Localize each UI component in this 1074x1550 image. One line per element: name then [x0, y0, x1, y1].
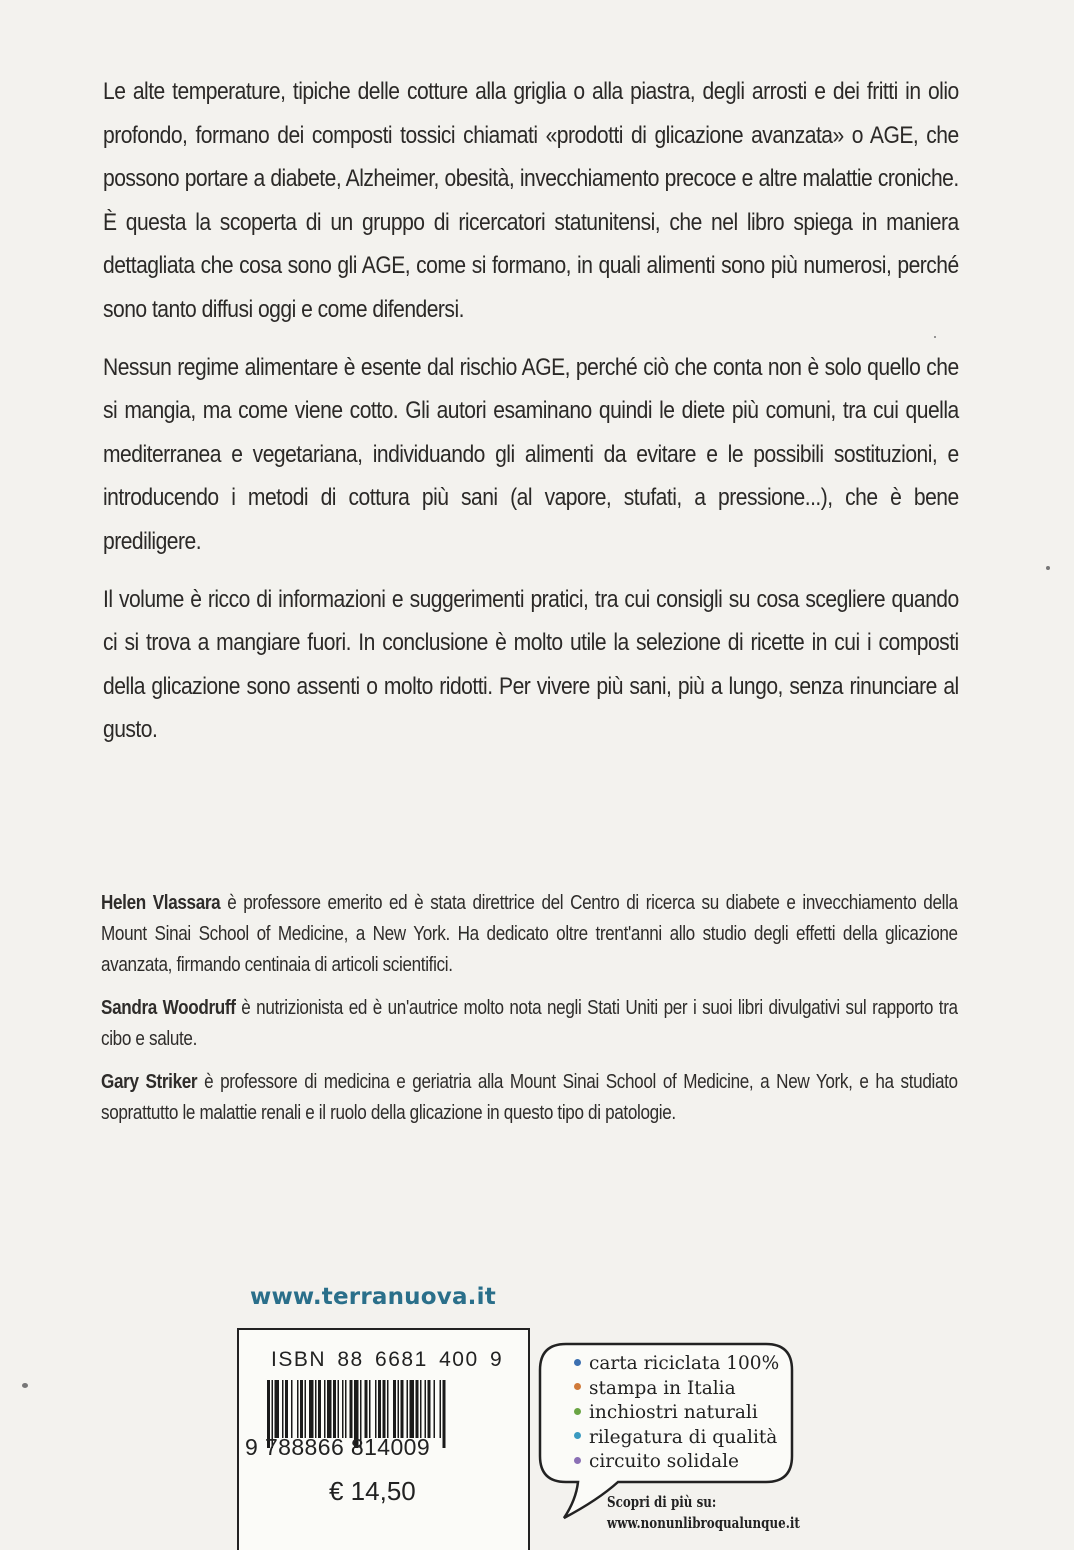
barcode-bar [309, 1380, 314, 1438]
barcode-bar [333, 1380, 336, 1438]
barcode-bar [300, 1380, 303, 1438]
eco-feature-item: circuito solidale [574, 1450, 779, 1475]
eco-feature-item: stampa in Italia [574, 1377, 779, 1402]
author-bio-text: è nutrizionista ed è un'autrice molto nota negli Stati Uniti per i suoi libri divulgativi sul rapporto tra cibo e salute. [101, 997, 958, 1050]
publisher-website-link[interactable]: www.terranuova.it [250, 1284, 496, 1310]
author-bios [101, 888, 958, 1141]
barcode-bar [375, 1380, 377, 1438]
barcode-digits: 9 788866 814009 [245, 1434, 431, 1460]
barcode-bar [345, 1380, 347, 1438]
barcode-bar [282, 1380, 284, 1438]
bullet-dot-icon [574, 1432, 581, 1439]
author-name: Gary Striker [101, 1071, 198, 1093]
barcode-bar [318, 1380, 321, 1438]
author-bio-text: è professore di medicina e geriatria alla Mount Sinai School of Medicine, a New York, e ha studiato soprattutto le malattie renali e il ruolo della glicazione in questo tipo di patologie. [101, 1071, 958, 1124]
eco-feature-item: inchiostri naturali [574, 1401, 779, 1426]
barcode-bar [420, 1380, 422, 1438]
barcode-bar [365, 1380, 368, 1438]
barcode-bar [416, 1380, 419, 1438]
discover-more [607, 1492, 800, 1534]
bullet-dot-icon [574, 1383, 581, 1390]
barcode-bar [285, 1380, 288, 1438]
barcode-bar [393, 1380, 396, 1438]
barcode-bar [401, 1380, 404, 1438]
scan-speck [22, 1383, 28, 1388]
barcode-bar [324, 1380, 326, 1438]
scan-speck [934, 336, 936, 338]
discover-label: Scopri di più su: [607, 1494, 717, 1511]
barcode-bar [327, 1380, 332, 1438]
barcode-bar [425, 1380, 427, 1438]
barcode-bar [297, 1380, 299, 1438]
barcode-bar [291, 1380, 293, 1438]
barcode-bar [410, 1380, 415, 1438]
author-bio [101, 1067, 958, 1129]
barcode-bar [275, 1380, 280, 1438]
barcode-box [237, 1328, 530, 1550]
author-bio [101, 888, 958, 981]
barcode-bar [369, 1380, 371, 1438]
barcode-bar [305, 1380, 307, 1438]
isbn-label: ISBN 88 6681 400 9 [271, 1348, 504, 1371]
barcode-bar [350, 1380, 353, 1438]
eco-features-list [574, 1352, 779, 1475]
barcode-bar [378, 1380, 381, 1438]
discover-url-link[interactable]: www.nonunlibroqualunque.it [607, 1515, 800, 1532]
scan-speck [1046, 566, 1050, 570]
blurb-paragraph-3: Il volume è ricco di informazioni e suggerimenti pratici, tra cui consigli su cosa scegliere quando ci si trova a mangiare fuori. In conclusione è molto utile la selezione di ricette in cui i composti della glicazione sono assenti o molto ridotti. Per vivere più sani, più a lungo, senza rinunciare al gusto. [103, 585, 959, 744]
back-cover-blurb [103, 70, 959, 766]
barcode-bar [428, 1380, 431, 1438]
bullet-dot-icon [574, 1457, 581, 1464]
price-label: € 14,50 [329, 1476, 416, 1506]
barcode-bar [383, 1380, 386, 1438]
author-bio [101, 993, 958, 1055]
barcode-bar [434, 1380, 436, 1438]
author-name: Helen Vlassara [101, 892, 221, 914]
barcode-bar [387, 1380, 389, 1438]
bullet-dot-icon [574, 1359, 581, 1366]
author-bio-text: è professore emerito ed è stata direttrice del Centro di ricerca su diabete e invecchiamento della Mount Sinai School of Medicine, a New York. Ha dedicato oltre trent'anni allo studio degli effetti della glicazione avanzata, firmando centinaia di articoli scientifici. [101, 892, 958, 976]
bullet-dot-icon [574, 1408, 581, 1415]
barcode-bar [443, 1380, 446, 1448]
barcode-bar [407, 1380, 409, 1438]
barcode-bar [315, 1380, 317, 1438]
author-name: Sandra Woodruff [101, 997, 236, 1019]
barcode-bar [338, 1380, 340, 1438]
barcode-bar [398, 1380, 400, 1438]
blurb-paragraph-1: Le alte temperature, tipiche delle cotture alla griglia o alla piastra, degli arrosti e dei fritti in olio profondo, formano dei composti tossici chiamati «prodotti di glicazione avanzata» o AGE, che possono portare a diabete, Alzheimer, obesità, invecchiamento precoce e altre malattie croniche. È questa la scoperta di un gruppo di ricercatori statunitensi, che nel libro spiega in maniera dettagliata che cosa sono gli AGE, come si formano, in quali alimenti sono più numerosi, perché sono tanto diffusi oggi e come difendersi. [103, 78, 959, 323]
barcode-bar [440, 1380, 442, 1438]
eco-feature-item: rilegatura di qualità [574, 1426, 779, 1451]
blurb-paragraph-2: Nessun regime alimentare è esente dal rischio AGE, perché ciò che conta non è solo quello che si mangia, ma come viene cotto. Gli autori esaminano quindi le diete più comuni, tra cui quella mediterranea e vegetariana, individuando gli alimenti da evitare e le possibili sostituzioni, e introducendo i metodi di cottura più sani (al vapore, stufati, a pressione...), che è bene prediligere. [103, 353, 959, 555]
eco-feature-item: carta riciclata 100% [574, 1352, 779, 1377]
barcode-bar [342, 1380, 344, 1438]
